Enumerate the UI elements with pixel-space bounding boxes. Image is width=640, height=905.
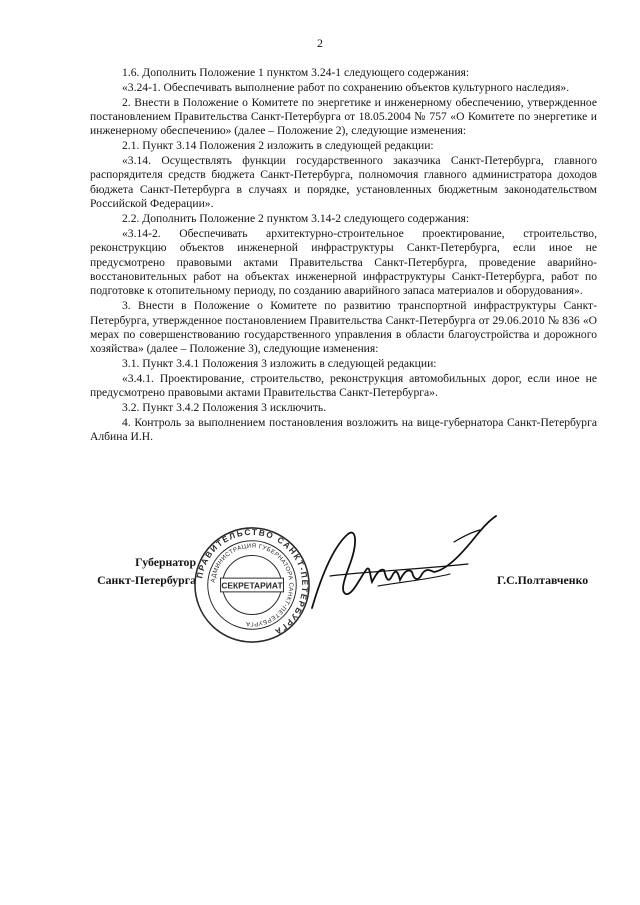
paragraph-3-24-1-quote: «3.24-1. Обеспечивать выполнение работ по сохранению объектов культурного наследия».: [122, 80, 570, 94]
seal-center-text: СЕКРЕТАРИАТ: [221, 580, 283, 591]
official-seal-stamp: [193, 526, 311, 644]
handwritten-signature: [300, 512, 500, 624]
paragraph-3: 3. Внести в Положение о Комитете по развитию транспортной инфраструктуры Санкт-Петербурга, утвержденное постановлением Правительства Санкт-Петербурга от 29.06.2010 № 836 «О мерах по совершенствованию государственного управления в области благоустройства и дорожного хозяйства» (далее – Положение 3), следующие изменения:: [90, 299, 597, 356]
paragraph-3-14-quote: «3.14. Осуществлять функции государственного заказчика Санкт-Петербурга, главного распорядителя средств бюджета Санкт-Петербурга, полномочия главного администратора доходов бюджета Санкт-Петербурга в случаях и порядке, установленных бюджетным законодательством Российской Федерации».: [90, 154, 597, 211]
signatory-city: Санкт-Петербурга: [97, 573, 196, 587]
paragraph-3-2: 3.2. Пункт 3.4.2 Положения 3 исключить.: [122, 401, 327, 415]
paragraph-3-14-2-quote: «3.14-2. Обеспечивать архитектурно-строительное проектирование, строительство, реконструкцию объектов инженерной инфраструктуры Санкт-Петербурга, если иное не предусмотрено правовыми актами Правительства Санкт-Петербурга, проведение аварийно-восстановительных работ на объектах инженерной инфраструктуры Санкт-Петербурга, работ по подготовке к отопительному периоду, по созданию аварийного запаса материалов и оборудования».: [90, 226, 597, 298]
paragraph-1-6: 1.6. Дополнить Положение 1 пунктом 3.24-1 следующего содержания:: [122, 66, 470, 79]
paragraph-3-4-1-quote: «3.4.1. Проектирование, строительство, реконструкция автомобильных дорог, если иное не предусмотрено правовыми актами Правительства Санкт-Петербурга».: [90, 372, 597, 400]
signatory-title: Губернатор: [135, 555, 196, 569]
seal-middle-text: АДМИНИСТРАЦИЯ ГУБЕРНАТОРА САНКТ-ПЕТЕРБУРГА: [209, 542, 295, 628]
seal-outer-text: ПРАВИТЕЛЬСТВО САНКТ-ПЕТЕРБУРГА: [195, 527, 310, 637]
signatory-name: Г.С.Полтавченко: [497, 573, 589, 587]
paragraph-2-2: 2.2. Дополнить Положение 2 пунктом 3.14-2 следующего содержания:: [122, 212, 470, 226]
paragraph-2: 2. Внести в Положение о Комитете по энергетике и инженерному обеспечению, утвержденное постановлением Правительства Санкт-Петербурга от 18.05.2004 № 757 «О Комитете по энергетике и инженерному обеспечению» (далее – Положение 2), следующие изменения:: [90, 95, 597, 138]
page-number: 2: [317, 36, 323, 50]
paragraph-3-1: 3.1. Пункт 3.4.1 Положения 3 изложить в следующей редакции:: [122, 357, 437, 371]
paragraph-2-1: 2.1. Пункт 3.14 Положения 2 изложить в следующей редакции:: [122, 139, 434, 153]
document-body: [90, 66, 597, 445]
paragraph-4: 4. Контроль за выполнением постановления возложить на вице-губернатора Санкт-Петербурга Албина И.Н.: [90, 416, 597, 444]
